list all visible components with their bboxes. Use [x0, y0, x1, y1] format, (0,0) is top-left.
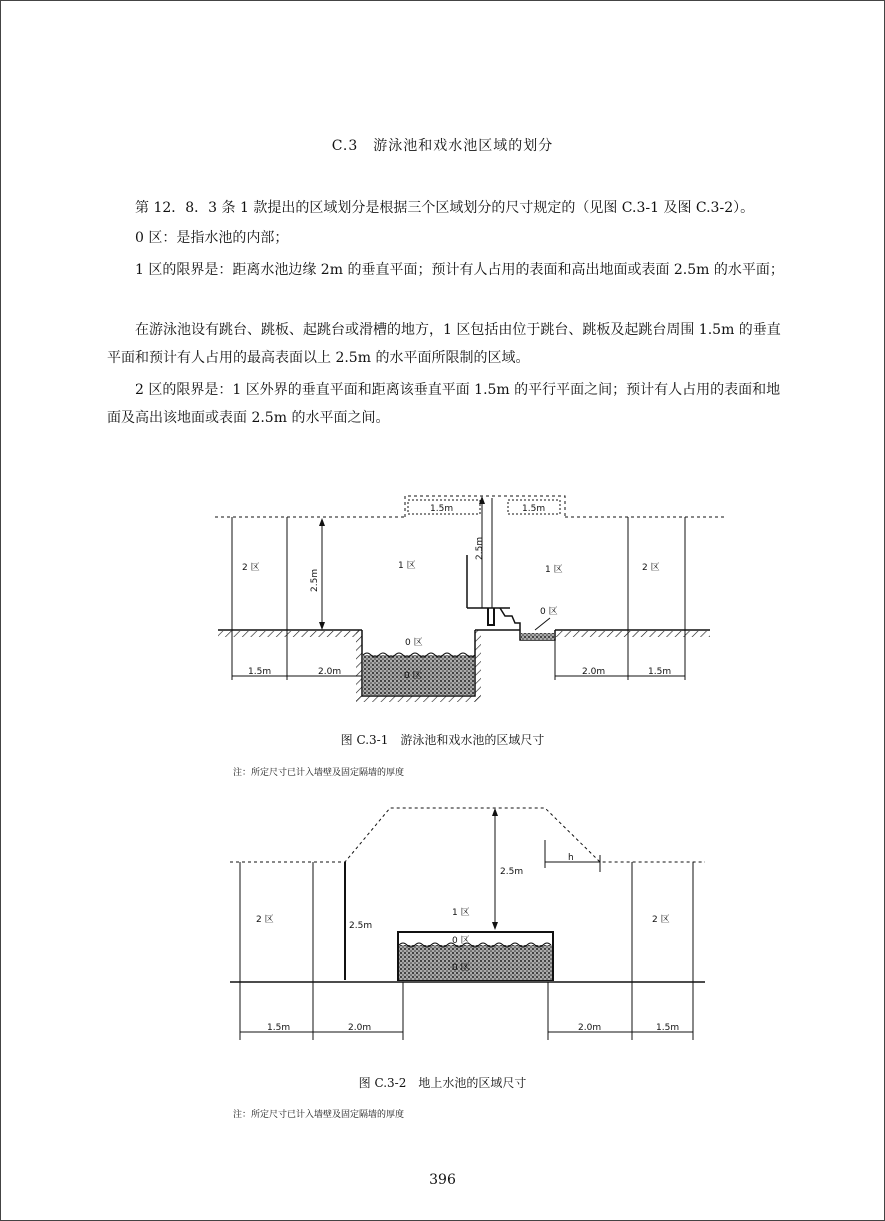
fig1-bottom-15-left-label: 1.5m: [248, 667, 272, 677]
fig1-h25-left-label: 2.5m: [310, 568, 320, 592]
fig1-zone1-right-label: 1 区: [545, 565, 563, 575]
fig2-zone2-left-label: 2 区: [256, 915, 274, 925]
fig2-bottom-20-right-label: 2.0m: [578, 1023, 602, 1033]
figure-2-caption: 图 C.3-2 地上水池的区域尺寸: [358, 1076, 527, 1090]
fig1-bottom-20-left-label: 2.0m: [318, 667, 342, 677]
fig1-bottom-15-right-label: 1.5m: [648, 667, 672, 677]
fig2-zone1-label: 1 区: [452, 908, 470, 918]
fig2-bottom-20-left-label: 2.0m: [348, 1023, 372, 1033]
fig2-h-label: h: [568, 853, 574, 863]
fig2-bottom-15-right-label: 1.5m: [656, 1023, 680, 1033]
fig1-zone2-left-label: 2 区: [242, 563, 260, 573]
figure-c3-2: [0, 800, 885, 1045]
paragraph-3: 1 区的限界是：距离水池边缘 2m 的垂直平面；预计有人占用的表面和高出地面或表面 2.5m 的水平面；: [135, 262, 784, 278]
fig2-h25-center-label: 2.5m: [500, 867, 524, 877]
fig2-zone0-top-label: 0 区: [452, 936, 470, 946]
fig1-zone1-left-label: 1 区: [398, 561, 416, 571]
fig2-bottom-15-left-label: 1.5m: [267, 1023, 291, 1033]
fig2-h25-left-label: 2.5m: [349, 921, 373, 931]
paragraph-1: 第 12．8．3 条 1 款提出的区域划分是根据三个区域划分的尺寸规定的（见图 C.3-1 及图 C.3-2）。: [135, 200, 755, 216]
figure-1-note: 注：所定尺寸已计入墙壁及固定隔墙的厚度: [233, 768, 405, 778]
fig1-zone2-right-label: 2 区: [642, 563, 660, 573]
section-title: C.3 游泳池和戏水池区域的划分: [331, 138, 554, 154]
figure-2-note: 注：所定尺寸已计入墙壁及固定隔墙的厚度: [233, 1110, 405, 1120]
paragraph-4: 在游泳池设有跳台、跳板、起跳台或滑槽的地方，1 区包括由位于跳台、跳板及起跳台周围 1.5m 的垂直平面和预计有人占用的最高表面以上 2.5m 的水平面所限制的区域。: [107, 322, 781, 366]
fig2-zone0-inner-label: 0 区: [452, 963, 470, 973]
figure-1-caption: 图 C.3-1 游泳池和戏水池的区域尺寸: [340, 733, 545, 747]
fig1-zone0-small-label: 0 区: [540, 607, 558, 617]
paragraph-5: 2 区的限界是：1 区外界的垂直平面和距离该垂直平面 1.5m 的平行平面之间；预计有人占用的表面和地面及高出该地面或表面 2.5m 的水平面之间。: [107, 382, 781, 426]
paragraph-2: 0 区：是指水池的内部；: [135, 230, 289, 246]
fig1-top-left-label: 1.5m: [430, 504, 454, 514]
fig1-zone0-pool-label: 0 区: [405, 638, 423, 648]
fig2-zone2-right-label: 2 区: [652, 915, 670, 925]
fig1-bottom-20-right-label: 2.0m: [582, 667, 606, 677]
page-number: 396: [429, 1172, 456, 1188]
figure-c3-1: [0, 480, 885, 710]
fig1-zone0-inner-label: 0 区: [404, 671, 422, 681]
fig1-h25-center-label: 2.5m: [475, 536, 485, 560]
fig1-top-right-label: 1.5m: [522, 504, 546, 514]
